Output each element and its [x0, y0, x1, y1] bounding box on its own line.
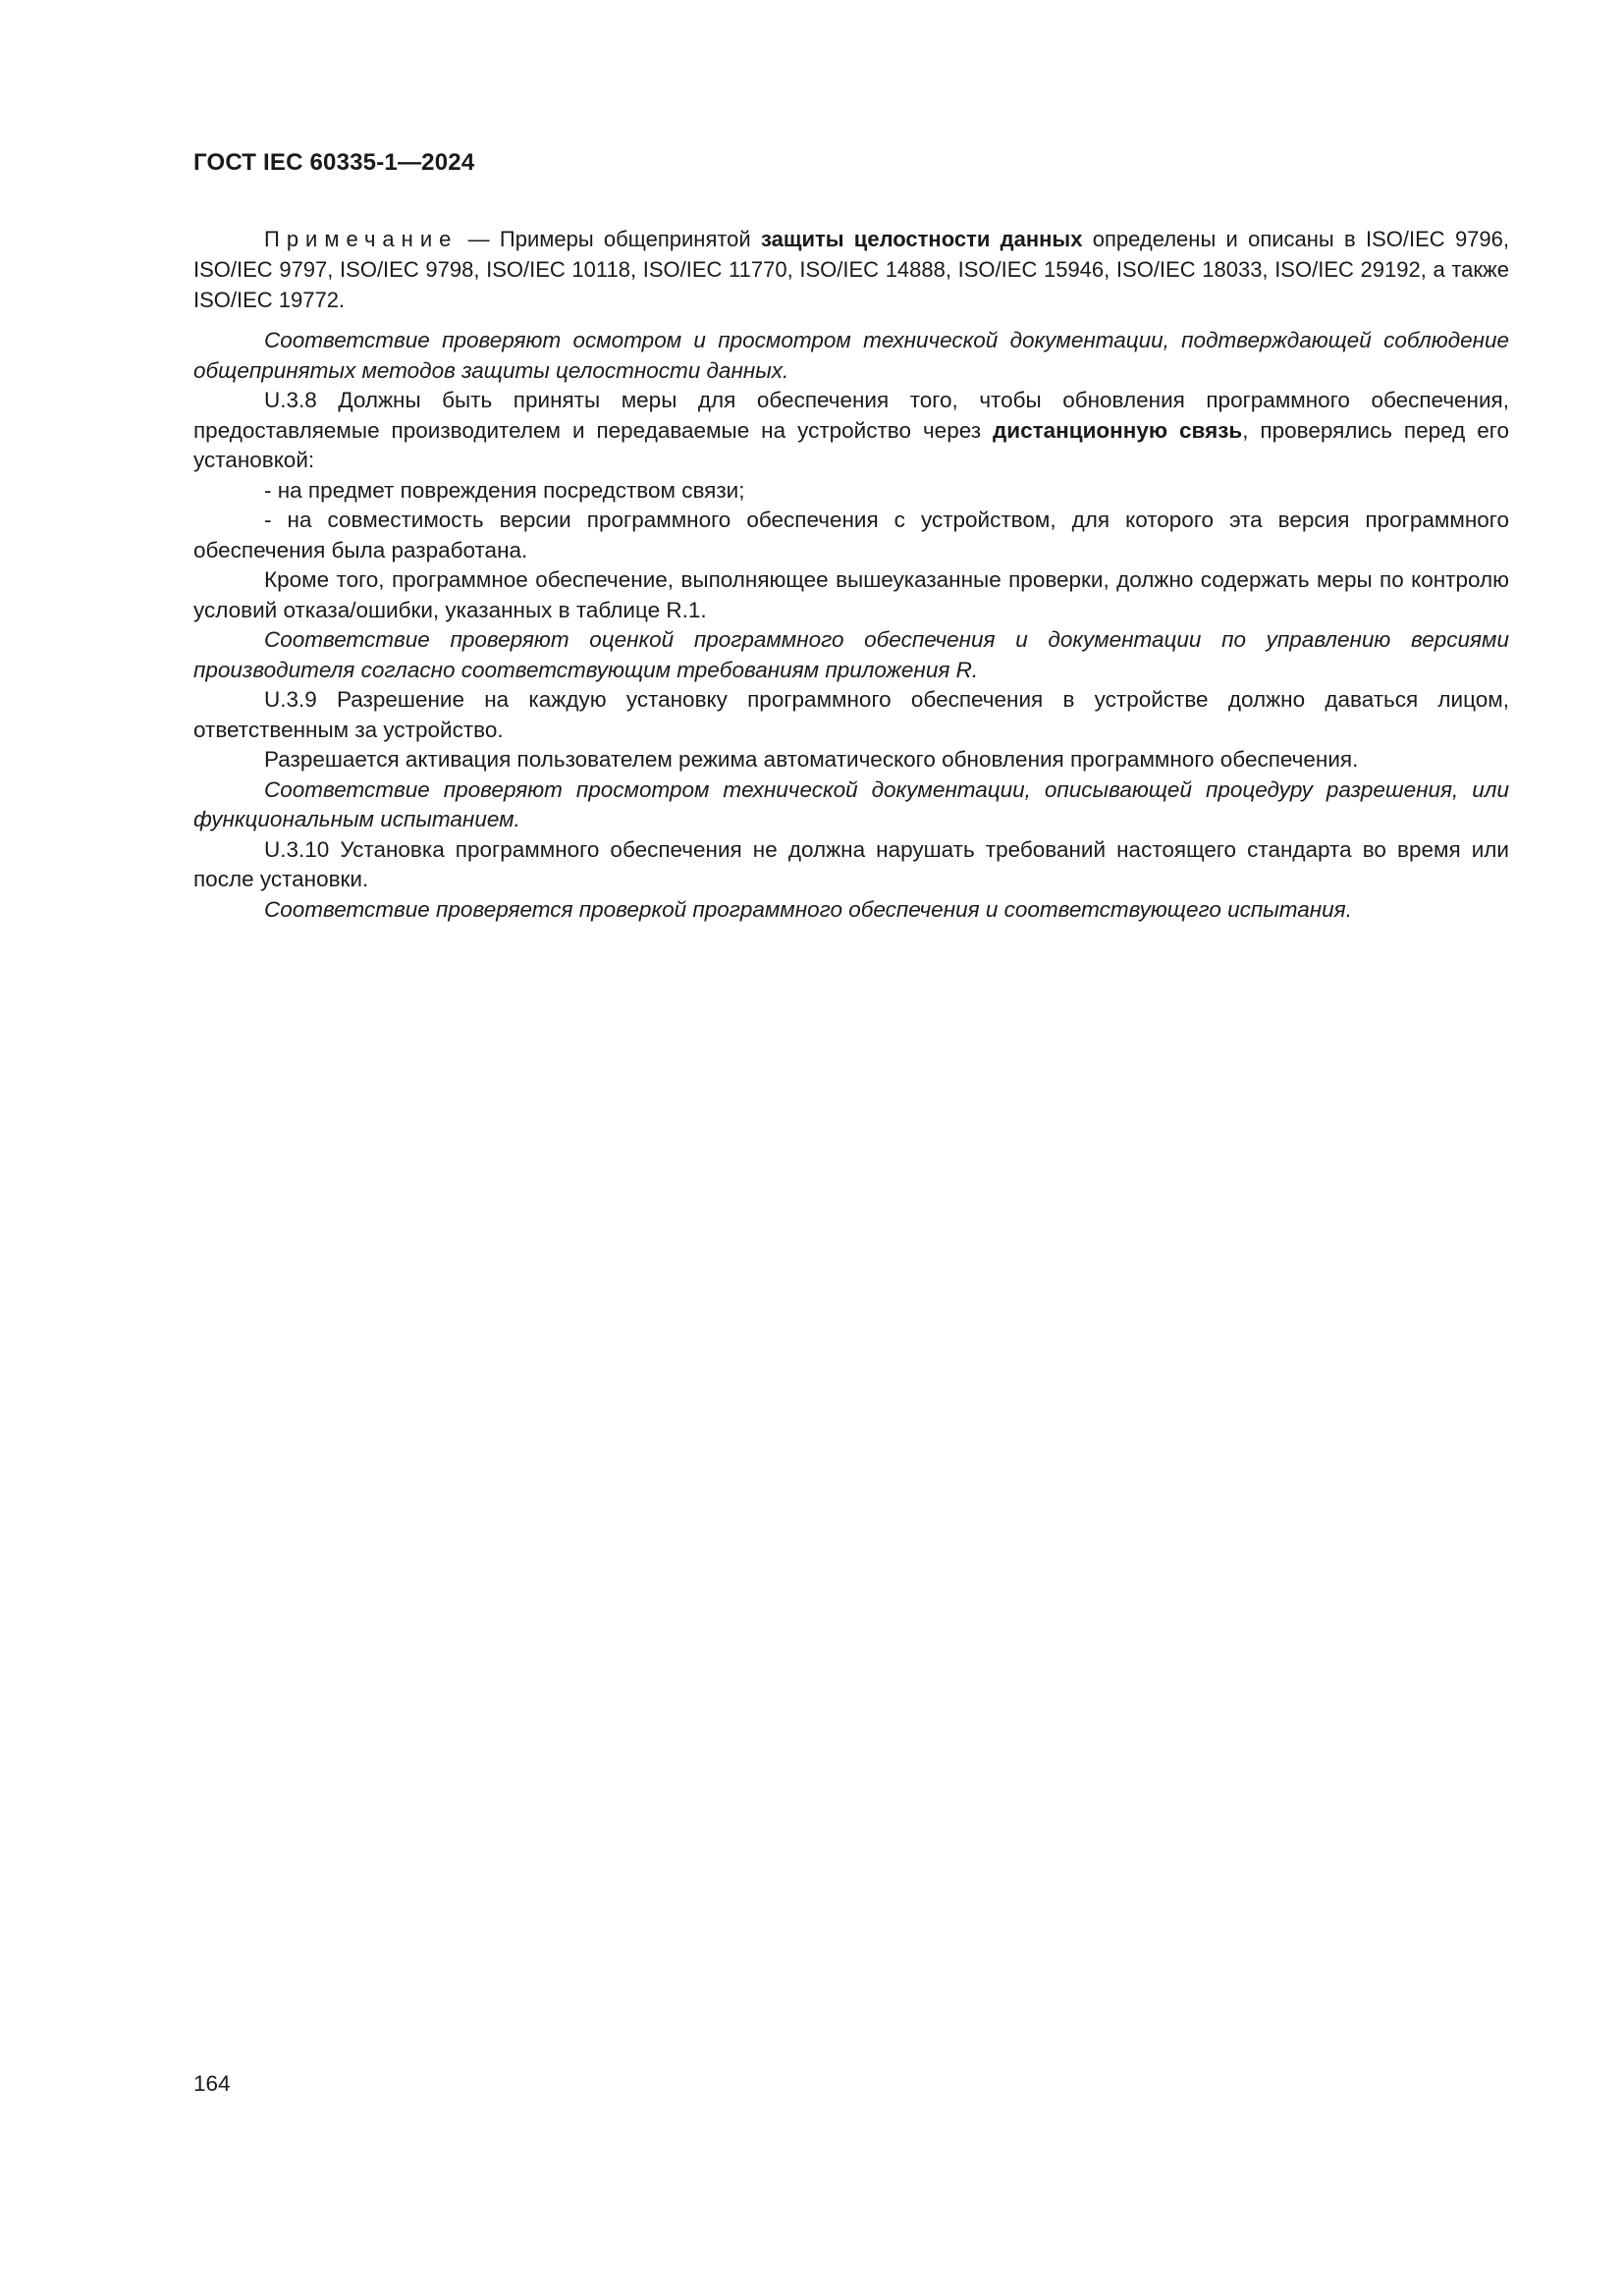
clause-u-3-8 — [193, 386, 1509, 476]
clause-u-3-9: U.3.9 Разрешение на каждую установку программного обеспечения в устройстве должно даваться лицом, ответственным за устройство. — [193, 687, 1509, 742]
compliance-paragraph-2: Соответствие проверяют оценкой программного обеспечения и документации по управлению версиями производителя согласно соответствующим требованиям приложения R. — [193, 627, 1509, 682]
note-bold-term: защиты целостности данных — [761, 227, 1083, 251]
clause-u-3-8-after: , проверялись перед его установкой: — [193, 417, 1509, 472]
document-body — [193, 224, 1509, 925]
note-text-after: определены и описаны в ISO/IEC 9796, ISO/IEC 9797, ISO/IEC 9798, ISO/IEC 10118, ISO/IEC 11770, ISO/IEC 14888, ISO/IEC 15946, ISO/IEC 18033, ISO/IEC 29192, а также ISO/IEC 19772. — [193, 227, 1509, 312]
compliance-paragraph-3: Соответствие проверяют просмотром технической документации, описывающей процедуру разрешения, или функциональным испытанием. — [193, 776, 1509, 831]
compliance-paragraph-1: Соответствие проверяют осмотром и просмотром технической документации, подтверждающей соблюдение общепринятых методов защиты целостности данных. — [193, 328, 1509, 383]
paragraph-fault-control: Кроме того, программное обеспечение, выполняющее вышеуказанные проверки, должно содержать меры по контролю условий отказа/ошибки, указанных в таблице R.1. — [193, 567, 1509, 622]
clause-u-3-8-before: U.3.8 Должны быть приняты меры для обеспечения того, чтобы обновления программного обеспечения, предоставляемые производителем и передаваемые на устройство через — [193, 388, 1509, 443]
note-label: Примечание — [264, 227, 459, 251]
page-number: 164 — [193, 2071, 231, 2096]
clause-u-3-10: U.3.10 Установка программного обеспечения не должна нарушать требований настоящего стандарта во время или после установки. — [193, 836, 1509, 891]
document-header: ГОСТ IEC 60335-1—2024 — [193, 149, 475, 176]
defined-term-remote-communication: дистанционную связь — [993, 417, 1243, 443]
list-item-corruption: - на предмет повреждения посредством связи; — [264, 477, 745, 503]
compliance-paragraph-4: Соответствие проверяется проверкой программного обеспечения и соответствующего испытания. — [264, 896, 1352, 922]
paragraph-auto-update: Разрешается активация пользователем режима автоматического обновления программного обеспечения. — [264, 747, 1359, 772]
note-dash: — — [458, 227, 500, 251]
note-paragraph — [193, 224, 1509, 315]
list-item-compatibility: - на совместимость версии программного обеспечения с устройством, для которого эта версия программного обеспечения была разработана. — [193, 507, 1509, 562]
note-text-before: Примеры общепринятой — [499, 227, 761, 251]
